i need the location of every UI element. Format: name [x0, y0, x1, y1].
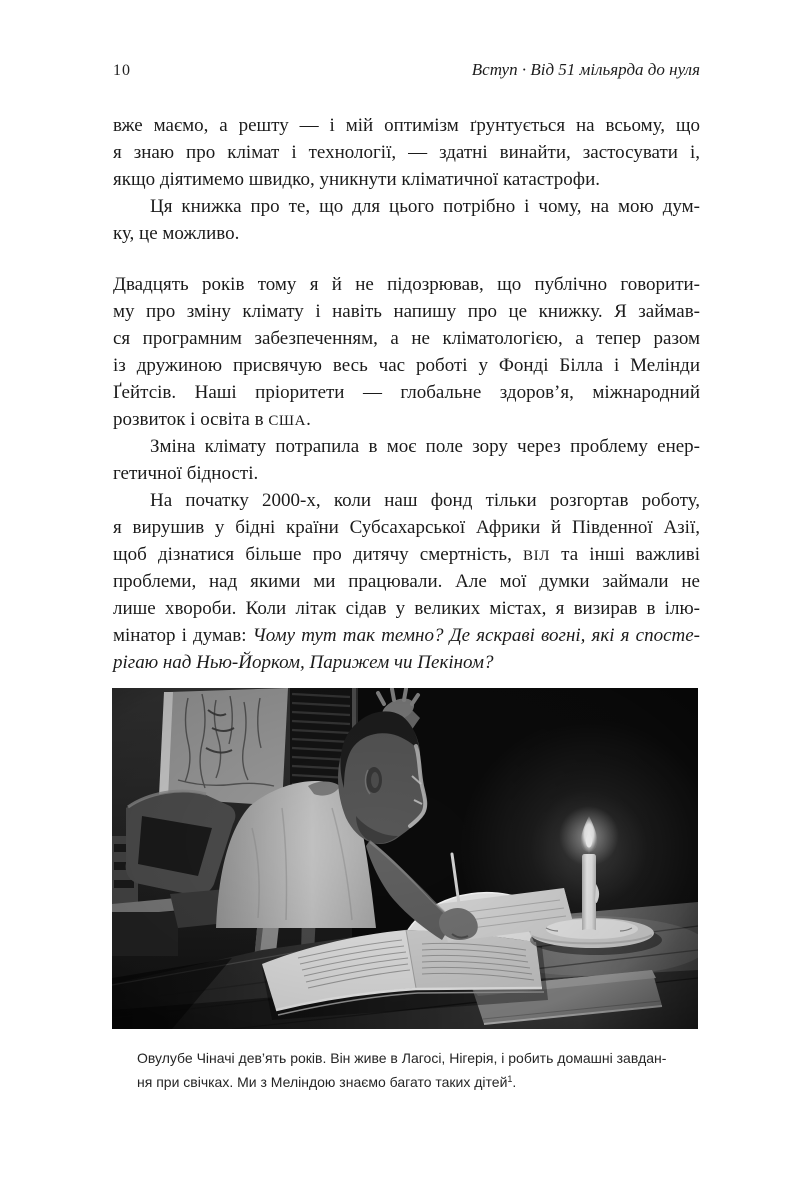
- text-line: [113, 514, 700, 541]
- photo-boy-studying-by-candlelight: [112, 688, 698, 1029]
- page-number: 10: [113, 62, 131, 79]
- text-line: [113, 139, 700, 166]
- smallcaps-abbreviation: США: [268, 413, 307, 429]
- text-segment: му про зміну клімату і навіть напишу про це книжку. Я займав-: [113, 301, 700, 322]
- caption-text: .: [512, 1074, 517, 1090]
- text-line: [113, 166, 700, 193]
- footnote-marker: 1: [507, 1074, 513, 1084]
- text-line: [113, 622, 700, 649]
- paragraph-3: [113, 271, 700, 433]
- section-break: [113, 247, 700, 271]
- photo-illustration: [112, 688, 698, 1029]
- text-segment: ку, це можливо.: [113, 223, 240, 244]
- text-line: [113, 220, 700, 247]
- paragraph-1: [113, 112, 700, 193]
- running-title: Вступ · Від 51 мільярда до нуля: [471, 60, 700, 79]
- text-segment: гетичної бідності.: [113, 463, 259, 484]
- photo-caption: [137, 1046, 697, 1094]
- caption-text: ня при свічках. Ми з Меліндою знаємо багато таких дітей: [137, 1074, 508, 1090]
- caption-line: [137, 1046, 697, 1070]
- text-segment: .: [306, 409, 311, 430]
- paragraph-5: [113, 487, 700, 676]
- text-line: [113, 352, 700, 379]
- text-segment: Ця книжка про те, що для цього потрібно і чому, на мою дум-: [150, 196, 700, 217]
- body-text: [113, 112, 700, 676]
- text-line: [113, 541, 700, 568]
- text-line: [113, 379, 700, 406]
- text-segment: Зміна клімату потрапила в моє поле зору через проблему енер-: [150, 436, 700, 457]
- text-segment: мінатор і думав:: [113, 625, 253, 646]
- text-segment: Двадцять років тому я й не підозрював, що публічно говорити-: [113, 274, 700, 295]
- text-segment: я знаю про клімат і технології, — здатні винайти, застосувати і,: [113, 142, 700, 163]
- text-line: [113, 406, 700, 433]
- text-line: [113, 325, 700, 352]
- text-segment: На початку 2000-х, коли наш фонд тільки розгортав роботу,: [150, 490, 700, 511]
- text-line: [113, 595, 700, 622]
- text-line: [113, 112, 700, 139]
- text-segment: із дружиною присвячую весь час роботі у Фонді Білла і Мелінди: [113, 355, 700, 376]
- text-segment: якщо діятимемо швидко, уникнути кліматичної катастрофи.: [113, 169, 600, 190]
- text-line: [113, 271, 700, 298]
- text-line: [113, 568, 700, 595]
- paragraph-2: [113, 193, 700, 247]
- text-line: [113, 193, 700, 220]
- text-line: [113, 649, 700, 676]
- smallcaps-abbreviation: ВІЛ: [523, 548, 550, 564]
- text-segment: вже маємо, а решту — і мій оптимізм ґрунтується на всьому, що: [113, 115, 700, 136]
- page-header: [113, 60, 700, 80]
- text-segment: Ґейтсів. Наші пріоритети — глобальне здоров’я, міжнародний: [113, 382, 700, 403]
- italic-thought-text: рігаю над Нью-Йорком, Парижем чи Пекіном?: [113, 652, 494, 673]
- italic-thought-text: Чому тут так темно? Де яскраві вогні, які я спосте-: [252, 625, 700, 646]
- text-line: [113, 433, 700, 460]
- photo-vignette: [112, 688, 698, 1029]
- text-segment: я вирушив у бідні країни Субсахарської Африки й Південної Азії,: [113, 517, 700, 538]
- text-segment: розвиток і освіта в: [113, 409, 269, 430]
- paragraph-4: [113, 433, 700, 487]
- text-line: [113, 460, 700, 487]
- caption-line: [137, 1070, 697, 1094]
- text-segment: та інші важливі: [550, 544, 700, 565]
- text-segment: щоб дізнатися більше про дитячу смертність,: [113, 544, 524, 565]
- text-segment: ся програмним забезпеченням, а не кліматологією, а тепер разом: [113, 328, 700, 349]
- text-line: [113, 298, 700, 325]
- text-segment: проблеми, над якими ми працювали. Але мої думки займали не: [113, 571, 700, 592]
- caption-text: Овулубе Чіначі дев’ять років. Він живе в Лагосі, Нігерія, і робить домашні завдан-: [137, 1050, 667, 1066]
- text-segment: лише хвороби. Коли літак сідав у великих містах, я визирав в ілю-: [113, 598, 700, 619]
- text-line: [113, 487, 700, 514]
